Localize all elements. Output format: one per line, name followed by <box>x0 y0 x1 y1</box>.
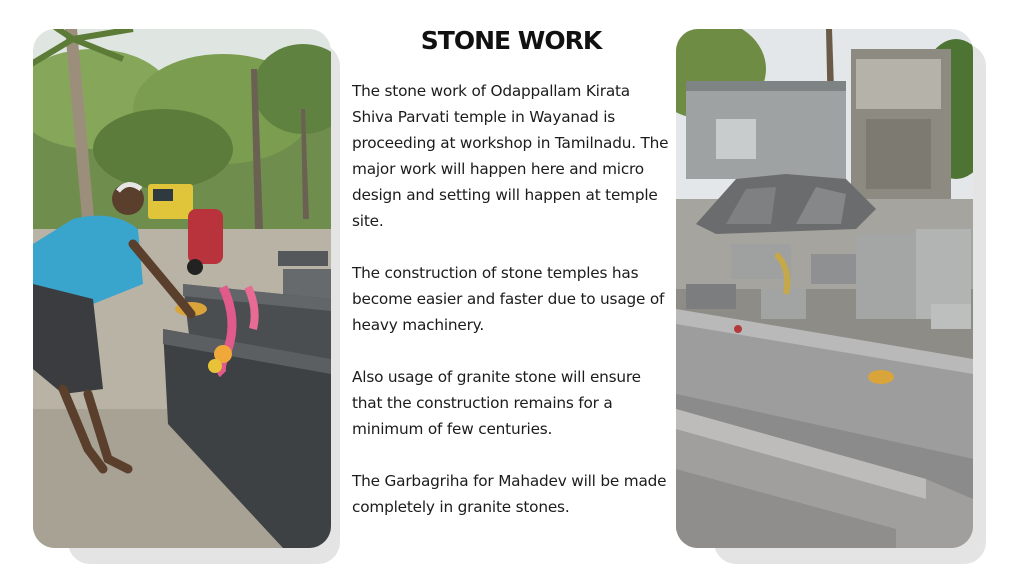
left-photo-puja-on-granite-blocks <box>33 29 331 548</box>
paragraph-machinery: The construction of stone temples has become easier and faster due to usage of heavy machinery. <box>352 264 665 334</box>
slide-title: STONE WORK <box>420 26 602 55</box>
paragraph-granite-durability: Also usage of granite stone will ensure that the construction remains for a minimum of few centuries. <box>352 368 641 438</box>
paragraph-workshop: The stone work of Odappallam Kirata Shiva Parvati temple in Wayanad is proceeding at workshop in Tamilnadu. The major work will happen here and micro design and setting will happen at temple site. <box>352 82 669 230</box>
right-photo-granite-slabs <box>676 29 973 548</box>
granite-slabs-illustration <box>676 29 973 548</box>
puja-photo-illustration <box>33 29 331 548</box>
body-text <box>352 78 670 520</box>
paragraph-garbagriha: The Garbagriha for Mahadev will be made completely in granite stones. <box>352 472 667 516</box>
